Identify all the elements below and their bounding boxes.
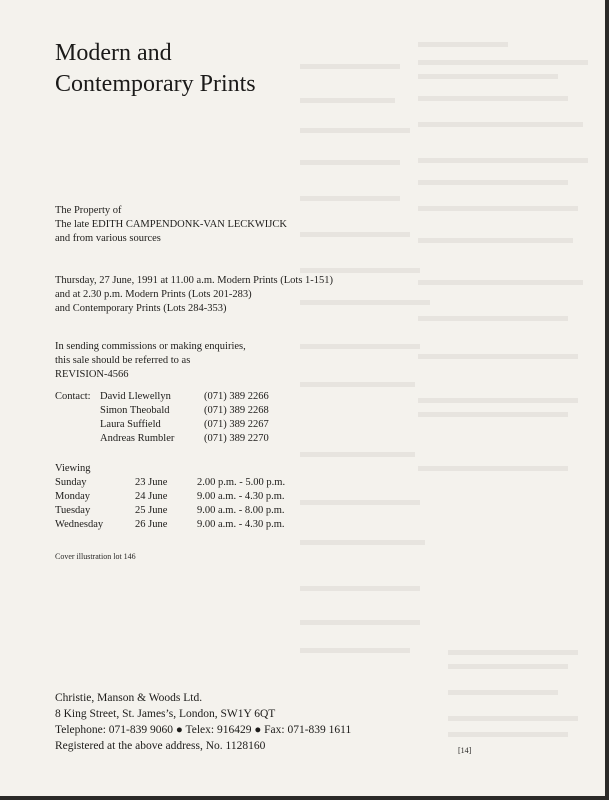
viewing-row: [55, 518, 285, 532]
property-line-1: The Property of: [55, 205, 122, 216]
registration-line: Registered at the above address, No. 1128160: [55, 740, 266, 752]
viewing-day: Sunday: [55, 477, 87, 488]
contact-label: Contact:: [55, 391, 91, 402]
viewing-day: Wednesday: [55, 519, 104, 530]
viewing-row: [55, 476, 285, 490]
sale-times-block: [55, 274, 333, 316]
property-block: [55, 204, 287, 246]
cover-illustration-note: Cover illustration lot 146: [55, 552, 136, 561]
page-edge-bottom: [0, 796, 609, 800]
viewing-row: [55, 490, 285, 504]
catalogue-title: [55, 38, 256, 100]
contact-row: [55, 432, 269, 446]
viewing-day: Monday: [55, 491, 90, 502]
viewing-day: Tuesday: [55, 505, 91, 516]
sale-reference: REVISION-4566: [55, 369, 129, 380]
sale-line-3: and Contemporary Prints (Lots 284-353): [55, 303, 227, 314]
contact-list: [55, 390, 269, 446]
viewing-time: 2.00 p.m. - 5.00 p.m.: [197, 477, 286, 488]
property-line-3: and from various sources: [55, 233, 161, 244]
contact-phone: (071) 389 2268: [204, 405, 269, 416]
viewing-schedule: [55, 462, 285, 532]
contact-phone: (071) 389 2270: [204, 433, 269, 444]
contact-phone: (071) 389 2267: [204, 419, 269, 430]
page-number: [14]: [458, 746, 472, 755]
title-line-2: Contemporary Prints: [55, 71, 256, 97]
street-address: 8 King Street, St. James’s, London, SW1Y 6QT: [55, 708, 276, 720]
viewing-time: 9.00 a.m. - 4.30 p.m.: [197, 519, 285, 530]
viewing-date: 26 June: [135, 519, 168, 530]
contact-name: Andreas Rumbler: [100, 433, 175, 444]
viewing-date: 25 June: [135, 505, 168, 516]
contact-name: David Llewellyn: [100, 391, 171, 402]
enquiries-block: [55, 340, 246, 382]
property-line-2: The late EDITH CAMPENDONK-VAN LECKWIJCK: [55, 219, 287, 230]
phone-telex-fax: Telephone: 071-839 9060 ● Telex: 916429 ● Fax: 071-839 1611: [55, 724, 352, 736]
viewing-time: 9.00 a.m. - 4.30 p.m.: [197, 491, 285, 502]
viewing-date: 24 June: [135, 491, 168, 502]
contact-phone: (071) 389 2266: [204, 391, 269, 402]
contact-name: Simon Theobald: [100, 405, 170, 416]
sale-line-2: and at 2.30 p.m. Modern Prints (Lots 201-283): [55, 289, 252, 300]
contact-row: [55, 404, 269, 418]
viewing-time: 9.00 a.m. - 8.00 p.m.: [197, 505, 285, 516]
enquiries-line-2: this sale should be referred to as: [55, 355, 191, 366]
page-edge-right: [605, 0, 609, 800]
contact-row: [55, 390, 269, 404]
enquiries-line-1: In sending commissions or making enquiries,: [55, 341, 246, 352]
viewing-heading: Viewing: [55, 463, 91, 474]
company-name: Christie, Manson & Woods Ltd.: [55, 692, 203, 704]
viewing-date: 23 June: [135, 477, 168, 488]
contact-name: Laura Suffield: [100, 419, 161, 430]
contact-row: [55, 418, 269, 432]
sale-line-1: Thursday, 27 June, 1991 at 11.00 a.m. Modern Prints (Lots 1-151): [55, 275, 334, 286]
auction-house-address: [55, 690, 351, 754]
viewing-row: [55, 504, 285, 518]
title-line-1: Modern and: [55, 40, 172, 66]
